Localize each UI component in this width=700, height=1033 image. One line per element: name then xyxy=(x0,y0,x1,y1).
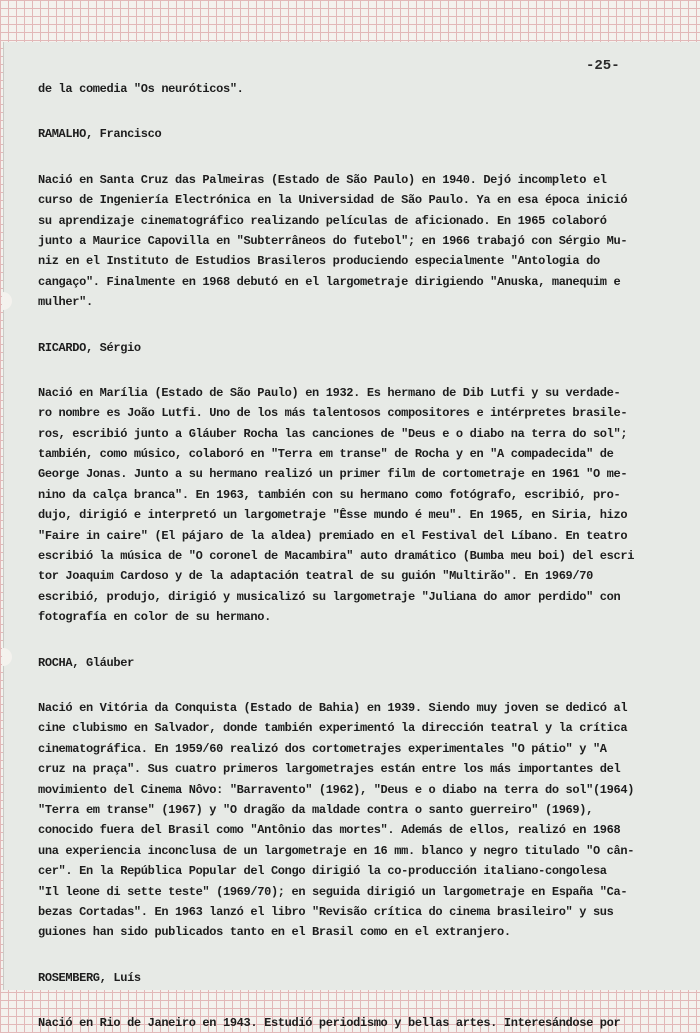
entry-line: también, como músico, colaboró en "Terra em transe" de Rocha y en "A compadecida" de xyxy=(38,447,614,462)
entry-line: niz en el Instituto de Estudios Brasileros produciendo especialmente "Antologia do xyxy=(38,254,600,269)
entry-line: cer". En la República Popular del Congo dirigió la co-producción italiano-congolesa xyxy=(38,864,607,879)
entry-line: Nació en Marília (Estado de São Paulo) en 1932. Es hermano de Dib Lutfi y su verdade- xyxy=(38,385,621,400)
entry-line: "Terra em transe" (1967) y "O dragão da maldade contra o santo guerreiro" (1969), xyxy=(38,802,593,817)
document-body xyxy=(38,79,694,1033)
entry-line: curso de Ingeniería Electrónica en la Universidad de São Paulo. Ya en esa época inició xyxy=(38,193,628,208)
entry-line: Nació en Vitória da Conquista (Estado de Bahia) en 1939. Siendo muy joven se dedicó al xyxy=(38,700,628,715)
entry-rocha xyxy=(38,653,694,943)
entry-line: bezas Cortadas". En 1963 lanzó el libro "Revisão crítica do cinema brasileiro" y sus xyxy=(38,904,614,919)
entry-line: nino da calça branca". En 1963, también con su hermano como fotógrafo, escribió, pro- xyxy=(38,487,621,502)
entry-heading: RAMALHO, Francisco xyxy=(38,127,162,142)
entry-line: su aprendizaje cinematográfico realizando películas de aficionado. En 1965 colaboró xyxy=(38,213,607,228)
entry-ramalho xyxy=(38,124,694,312)
entry-line: junto a Maurice Capovilla en "Subterrâneos do futebol"; en 1966 trabajó con Sérgio Mu- xyxy=(38,233,628,248)
entry-heading: RICARDO, Sérgio xyxy=(38,340,141,355)
intro-line: de la comedia "Os neuróticos". xyxy=(38,82,244,96)
punch-hole xyxy=(2,292,12,310)
entry-line: escribió la música de "O coronel de Macambira" auto dramático (Bumba meu boi) del escri xyxy=(38,549,635,564)
entry-line: una experiencia inconclusa de un largometraje en 16 mm. blanco y negro titulado "O cân- xyxy=(38,843,635,858)
entry-line: George Jonas. Junto a su hermano realizó un primer film de cortometraje en 1961 "O me- xyxy=(38,467,628,482)
entry-line: cine clubismo en Salvador, donde también experimentó la dirección teatral y la crítica xyxy=(38,721,628,736)
entry-line: dujo, dirigió e interpretó un largometraje "Êsse mundo é meu". En 1965, en Siria, hizo xyxy=(38,508,628,523)
page-number: -25- xyxy=(586,58,620,74)
punch-hole xyxy=(2,648,12,666)
document-page xyxy=(4,42,700,1031)
entry-line: conocido fuera del Brasil como "Antônio das mortes". Además de ellos, realizó en 1968 xyxy=(38,823,621,838)
entry-ricardo xyxy=(38,338,694,628)
entry-line: movimiento del Cinema Nôvo: "Barravento" (1962), "Deus e o diabo na terra do sol"(1964) xyxy=(38,782,635,797)
entry-rosemberg xyxy=(38,968,694,1033)
entry-line: ros, escribió junto a Gláuber Rocha las canciones de "Deus e o diabo na terra do sol"; xyxy=(38,426,628,441)
entry-line: tor Joaquim Cardoso y de la adaptación teatral de su guión "Multirão". En 1969/70 xyxy=(38,569,593,584)
entry-heading: ROSEMBERG, Luís xyxy=(38,970,141,985)
entry-line: mulher". xyxy=(38,295,93,310)
entry-line: Nació en Santa Cruz das Palmeiras (Estado de São Paulo) en 1940. Dejó incompleto el xyxy=(38,172,607,187)
entry-heading: ROCHA, Gláuber xyxy=(38,655,134,670)
entry-line: "Faire in caire" (El pájaro de la aldea) premiado en el Festival del Líbano. En teatro xyxy=(38,528,628,543)
entry-line: fotografía en color de su hermano. xyxy=(38,610,271,625)
entry-line: "Il leone di sette teste" (1969/70); en seguida dirigió un largometraje en España "Ca- xyxy=(38,884,628,899)
entry-line: cruz na praça". Sus cuatro primeros largometrajes están entre los más importantes del xyxy=(38,762,621,777)
entry-line: cangaço". Finalmente en 1968 debutó en el largometraje dirigiendo "Anuska, manequim e xyxy=(38,274,621,289)
entry-line: Nació en Rio de Janeiro en 1943. Estudió periodismo y bellas artes. Interesándose por xyxy=(38,1016,621,1031)
entry-line: escribió, produjo, dirigió y musicalizó su largometraje "Juliana do amor perdido" con xyxy=(38,589,621,604)
entry-line: guiones han sido publicados tanto en el Brasil como en el extranjero. xyxy=(38,925,511,940)
entry-line: ro nombre es João Lutfi. Uno de los más talentosos compositores e intérpretes brasile- xyxy=(38,406,628,421)
entry-line: cinematográfica. En 1959/60 realizó dos cortometrajes experimentales "O pátio" y "A xyxy=(38,741,607,756)
